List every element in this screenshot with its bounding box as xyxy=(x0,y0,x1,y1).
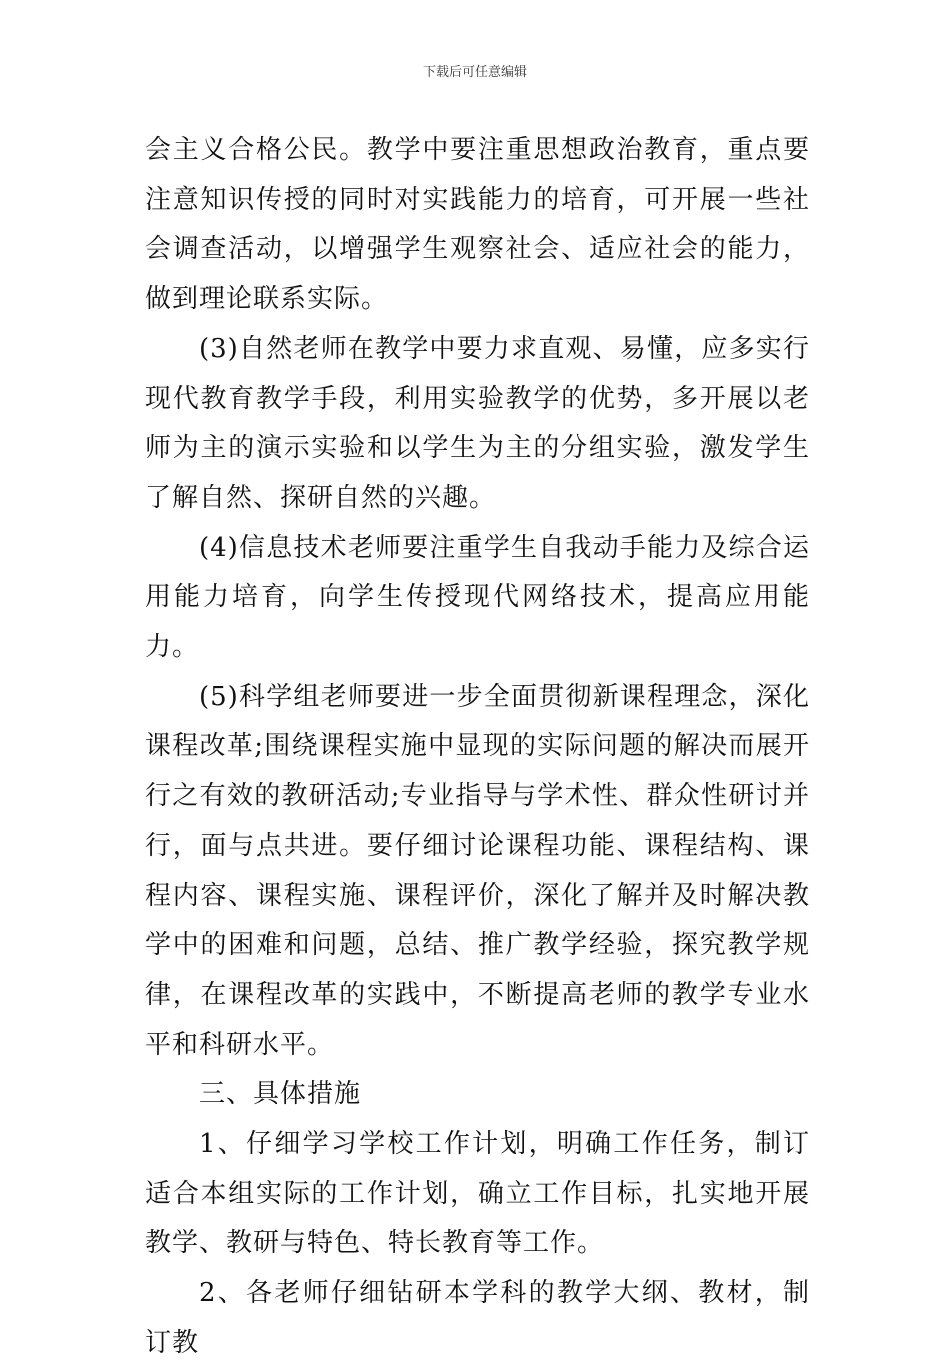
paragraph-item-5: (5)科学组老师要进一步全面贯彻新课程理念，深化课程改革;围绕课程实施中显现的实际问题的解决而展开行之有效的教研活动;专业指导与学术性、群众性研讨并行，面与点共进。要仔细讨论课程功能、课程结构、课程内容、课程实施、课程评价，深化了解并及时解决教学中的困难和问题，总结、推广教学经验，探究教学规律，在课程改革的实践中，不断提高老师的教学专业水平和科研水平。 xyxy=(145,681,810,1060)
paragraph-item-3: (3)自然老师在教学中要力求直观、易懂，应多实行现代教育教学手段，利用实验教学的优势，多开展以老师为主的演示实验和以学生为主的分组实验，激发学生了解自然、探研自然的兴趣。 xyxy=(145,333,810,513)
paragraph-measure-1: 1、仔细学习学校工作计划，明确工作任务，制订适合本组实际的工作计划，确立工作目标，扎实地开展教学、教研与特色、特长教育等工作。 xyxy=(145,1129,810,1259)
paragraph-item-4: (4)信息技术老师要注重学生自我动手能力及综合运用能力培育，向学生传授现代网络技术，提高应用能力。 xyxy=(145,532,810,663)
paragraph-measure-2: 2、各老师仔细钻研本学科的教学大纲、教材，制订教 xyxy=(145,1278,810,1358)
section-heading-measures: 三、具体措施 xyxy=(199,1079,362,1110)
paragraph-continuation: 会主义合格公民。教学中要注重思想政治教育，重点要注意知识传授的同时对实践能力的培育，可开展一些社会调查活动，以增强学生观察社会、适应社会的能力，做到理论联系实际。 xyxy=(145,135,810,315)
page-header: 下载后可任意编辑 xyxy=(422,65,527,80)
document-body xyxy=(145,126,810,1369)
